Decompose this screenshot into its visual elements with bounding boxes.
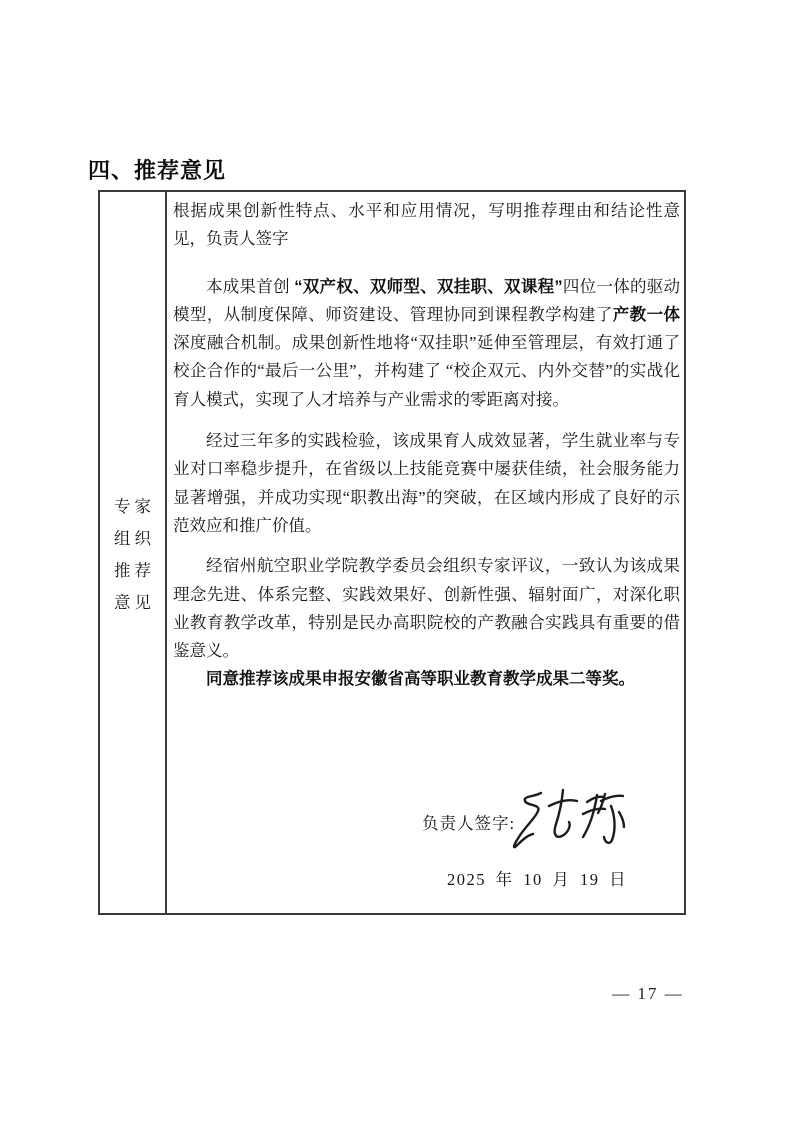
bold-phrase-four-duals: “双产权、双师型、双挂职、双课程” [294,277,563,296]
bold-phrase-industry-education: 产教一体 [612,305,681,324]
opinion-paragraph-1 [173,273,680,414]
signature-handwriting [511,784,629,858]
paragraph-text: 四位一体的驱动模型，从制度保障、师资建设、管理协同到课程教学构建了 [173,276,681,324]
page-number: — 17 — [612,984,684,1003]
opinion-paragraph-2: 经过三年多的实践检验，该成果育人成效显著，学生就业率与专业对口率稳步提升，在省级以上技能竞赛中屡获佳绩，社会服务能力显著增强，并成功实现“职教出海”的突破，在区域内形成了良好的示范效应和推广价值。 [173,431,680,535]
paragraph-text: 本成果首创 [206,276,295,296]
expert-header-cell [100,192,167,913]
header-line: 组织 [114,528,155,548]
opinion-instruction: 根据成果创新性特点、水平和应用情况，写明推荐理由和结论性意见，负责人签字 [173,201,680,249]
paragraph-text: 深度融合机制。成果创新性地将“双挂职”延伸至管理层，有效打通了校企合作的“最后一公里”，并构建了 “校企双元、内外交替”的实战化育人模式，实现了人才培养与产业需求的零距离对接。 [173,333,680,409]
signature-date: 2025 年 10 月 19 日 [447,870,628,889]
header-line: 意见 [114,592,155,612]
section-heading: 四、推荐意见 [88,158,227,183]
header-line: 专家 [114,496,155,516]
signature-label: 负责人签字: [422,814,516,833]
opinion-cell [167,192,684,913]
opinion-paragraph-3: 经宿州航空职业学院教学委员会组织专家评议，一致认为该成果理念先进、体系完整、实践效果好、创新性强、辐射面广，对深化职业教育教学改革，特别是民办高职院校的产教融合实践具有重要的借鉴意义。 [173,556,680,661]
conclusion-line: 同意推荐该成果申报安徽省高等职业教育教学成果二等奖。 [206,670,635,689]
header-line: 推荐 [114,560,155,580]
recommendation-table [98,190,686,915]
